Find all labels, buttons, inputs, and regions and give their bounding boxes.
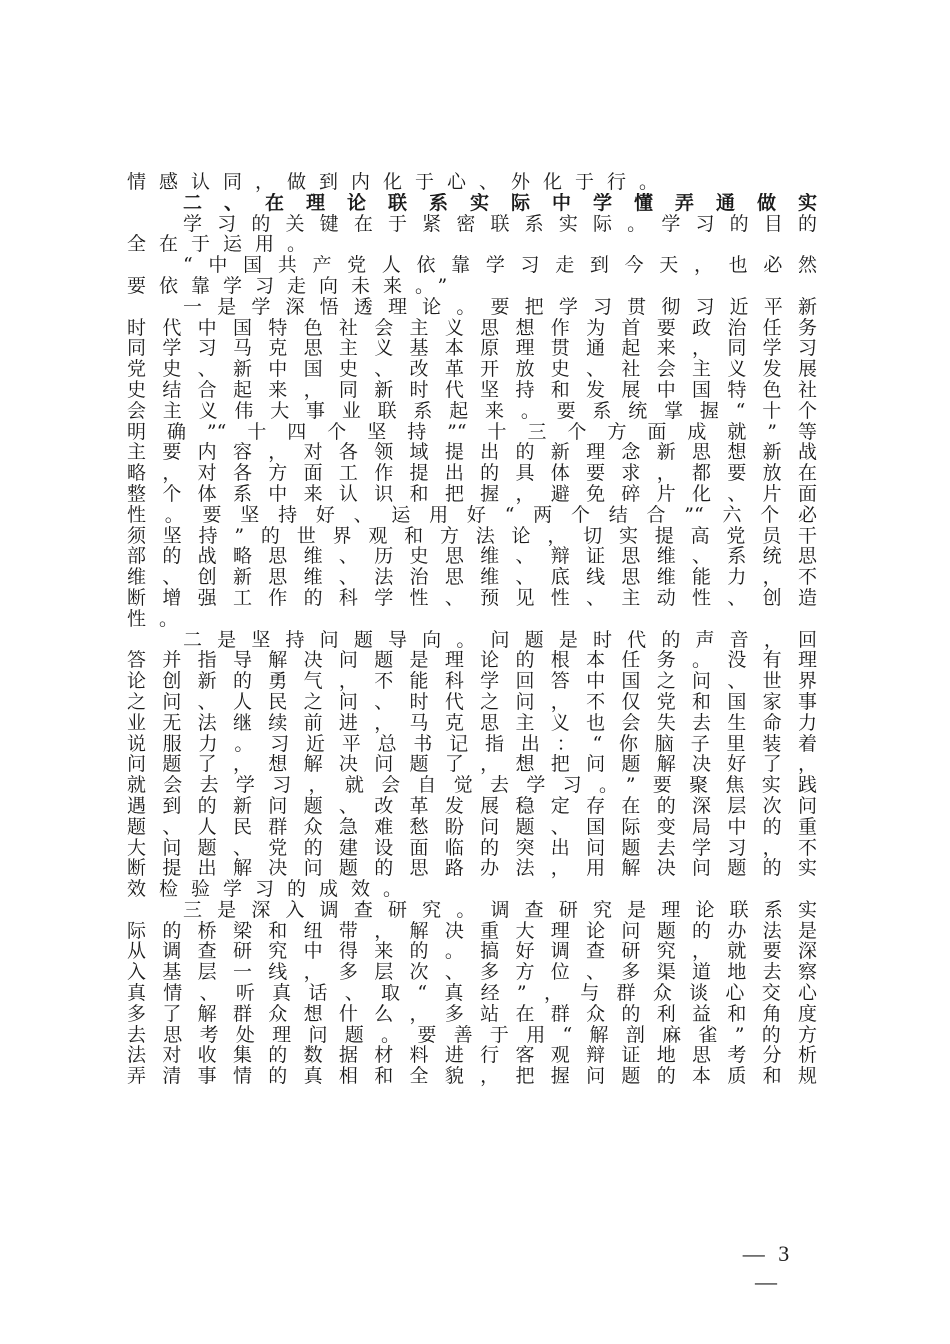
page-number: — 3 — <box>742 1241 794 1294</box>
paragraph-line: 三是深入调查研究。调查研究是理论联系实 <box>183 899 817 921</box>
paragraph-line: 明确”“十四个坚持”“十三个方面成就”等 <box>127 421 817 443</box>
section-heading: 二、在理论联系实际中学懂弄通做实 <box>183 192 817 214</box>
paragraph-line: 须坚持”的世界观和方法论，切实提高党员干 <box>127 525 817 547</box>
paragraph-line: 整个体系中来认识和把握，避免碎片化、片面 <box>127 483 817 505</box>
paragraph-line: 从调查研究中得来的。搞好调查研究，就要深 <box>127 941 817 963</box>
paragraph-line: 部的战略思维、历史思维、辩证思维、系统思 <box>127 546 817 568</box>
paragraph-line: 一是学深悟透理论。要把学习贯彻习近平新 <box>183 296 817 318</box>
paragraph-line: 题、人民群众急难愁盼问题、国际变局中的重 <box>127 816 817 838</box>
paragraph-line: 大问题、党的建设面临的突出问题去学习，不 <box>127 837 817 859</box>
paragraph-line: 时代中国特色社会主义思想作为首要政治任务 <box>127 317 817 339</box>
paragraph-line: 真情、听真话、取“真经”，与群众谈心交心 <box>127 983 817 1004</box>
paragraph-line: 遇到的新问题、改革发展稳定存在的深层次问 <box>127 795 817 817</box>
paragraph-line: 说服力。习近平总书记指出：“你脑子里装着 <box>127 733 817 755</box>
paragraph-line: 论创新的勇气，不能科学回答中国之问、世界 <box>127 671 817 692</box>
paragraph-line: 性。要坚持好、运用好“两个结合”“六个必 <box>127 504 817 526</box>
paragraph-line: 去思考处理问题。要善于用“解剖麻雀”的方 <box>127 1024 817 1046</box>
paragraph-line: 多了解群众想什么，多站在群众的利益和角度 <box>127 1003 817 1025</box>
document-body <box>127 172 817 1087</box>
paragraph-line: 效检验学习的成效。 <box>127 879 416 900</box>
paragraph-line: 断增强工作的科学性、预见性、主动性、创造 <box>127 587 817 609</box>
paragraph-line: 断提出解决问题的思路办法，用解决问题的实 <box>127 858 817 880</box>
paragraph-line: 全在于运用。 <box>127 234 320 256</box>
paragraph-line: 党史、新中国史、改革开放史、社会主义发展 <box>127 359 817 380</box>
paragraph-line: 同学习马克思主义基本原理贯通起来，同学习 <box>127 338 817 360</box>
paragraph-line: 史结合起来，同新时代坚持和发展中国特色社 <box>127 379 817 401</box>
paragraph-line: 法对收集的数据材料进行客观辩证地思考分析 <box>127 1045 817 1067</box>
paragraph-line: 业无法继续前进，马克思主义也会失去生命力 <box>127 712 817 734</box>
paragraph-line: 弄清事情的真相和全貌，把握问题的本质和规 <box>127 1066 817 1088</box>
paragraph-line: 维、创新思维、法治思维、底线思维能力，不 <box>127 567 817 588</box>
paragraph-line: 主要内容，对各领域提出的新理念新思想新战 <box>127 442 817 464</box>
paragraph-line: “中国共产党人依靠学习走到今天，也必然 <box>183 255 817 276</box>
paragraph-line: 性。 <box>127 608 192 630</box>
paragraph-line: 际的桥梁和纽带，解决重大理论问题的办法是 <box>127 920 817 942</box>
paragraph-line: 要依靠学习走向未来。” <box>127 275 461 297</box>
paragraph-line: 答并指导解决问题是理论的根本任务。没有理 <box>127 650 817 672</box>
paragraph-line: 入基层一线，多层次、多方位、多渠道地去察 <box>127 962 817 984</box>
paragraph-line: 二是坚持问题导向。问题是时代的声音，回 <box>183 629 817 651</box>
paragraph-line: 情感认同，做到内化于心、外化于行。 <box>127 172 672 193</box>
paragraph-line: 之问、人民之问、时代之问，不仅党和国家事 <box>127 691 817 713</box>
paragraph-line: 问题了，想解决问题了，想把问题解决好了， <box>127 754 817 776</box>
paragraph-line: 略，对各方面工作提出的具体要求，都要放在 <box>127 463 817 484</box>
paragraph-line: 会主义伟大事业联系起来。要系统掌握“十个 <box>127 400 817 422</box>
paragraph-line: 就会去学习，就会自觉去学习。”要聚焦实践 <box>127 775 817 796</box>
paragraph-line: 学习的关键在于紧密联系实际。学习的目的 <box>183 213 817 235</box>
